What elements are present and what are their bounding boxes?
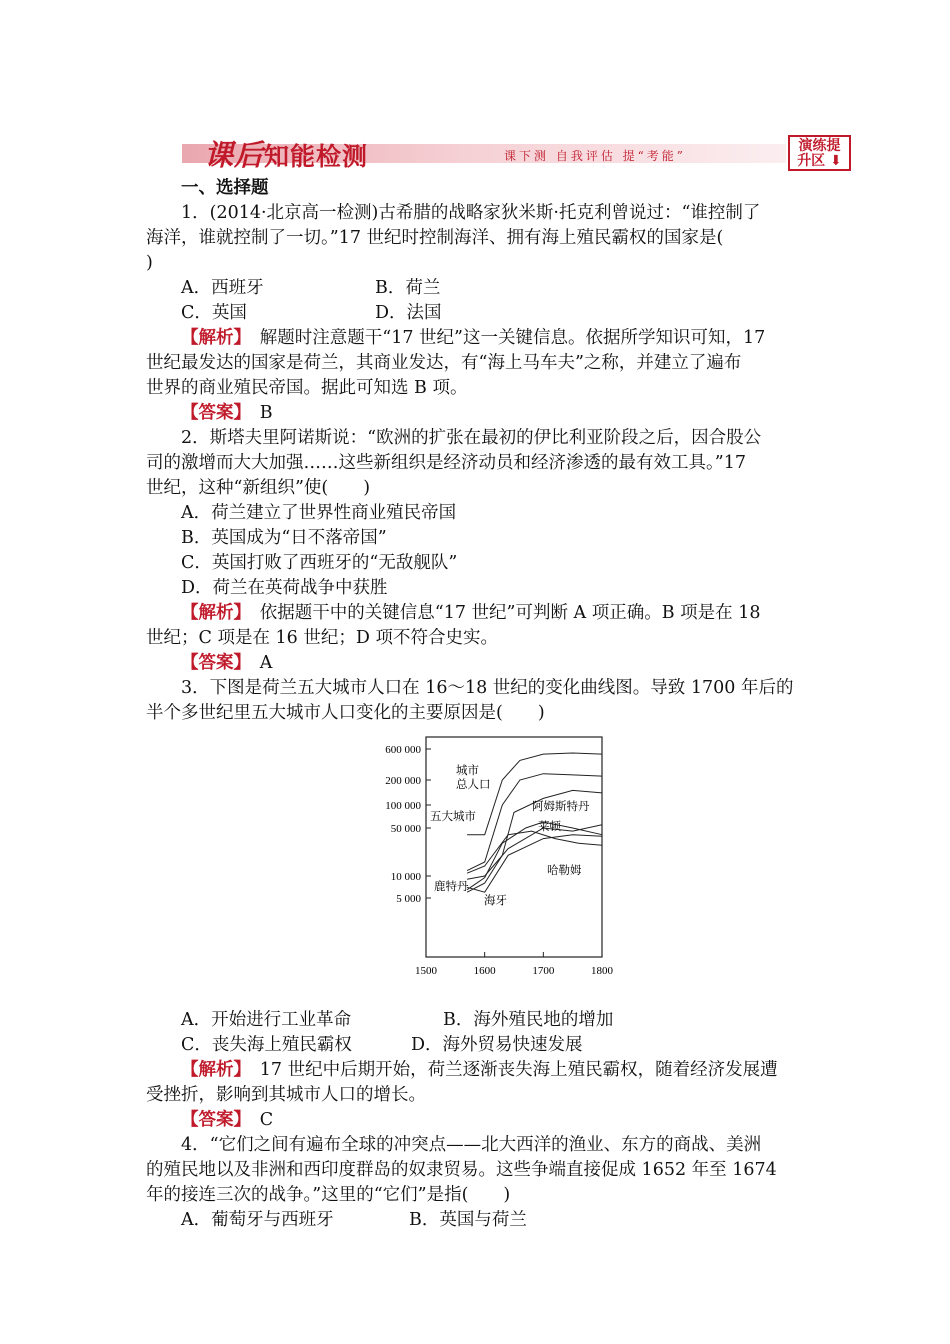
answer-tag: 【答案】 bbox=[181, 1110, 243, 1130]
q2-option-b: B．英国成为“日不落帝国” bbox=[181, 528, 387, 548]
q1-stem-line2: 海洋，谁就控制了一切。”17 世纪时控制海洋、拥有海上殖民霸权的国家是( bbox=[146, 228, 724, 248]
q3-options-row2 bbox=[146, 1033, 810, 1058]
analysis-tag: 【解析】 bbox=[181, 328, 243, 348]
y-tick-label: 10 000 bbox=[390, 871, 421, 883]
q1-option-b: B．荷兰 bbox=[375, 278, 441, 298]
series-label: 海牙 bbox=[484, 895, 507, 907]
q1-option-a: A．西班牙 bbox=[181, 278, 264, 298]
header-title: 课后知能检测 bbox=[204, 138, 369, 172]
q1-analysis-line1: 【解析】 解题时注意题干“17 世纪”这一关键信息。依据所学知识可知，17 bbox=[181, 328, 766, 348]
series-label: 鹿特丹 bbox=[434, 881, 469, 893]
population-chart-svg bbox=[372, 732, 622, 1002]
y-tick-label: 100 000 bbox=[385, 800, 421, 812]
q1-options-row2 bbox=[146, 301, 810, 326]
q4-options-row1 bbox=[146, 1208, 810, 1233]
header-subtitle: 课下测 自我评估 提“考能” bbox=[504, 149, 686, 163]
x-tick-label: 1800 bbox=[591, 965, 613, 977]
q4-stem-line2: 的殖民地以及非洲和西印度群岛的奴隶贸易。这些争端直接促成 1652 年至 1674 bbox=[146, 1160, 777, 1180]
series-label: 总人口 bbox=[456, 779, 491, 791]
q4-option-b: B．英国与荷兰 bbox=[409, 1210, 527, 1230]
analysis-tag: 【解析】 bbox=[181, 603, 243, 623]
answer-tag: 【答案】 bbox=[181, 653, 243, 673]
y-tick-label: 200 000 bbox=[385, 775, 421, 787]
series-label: 阿姆斯特丹 bbox=[532, 801, 590, 813]
q4-stem-line1: 4．“它们之间有遍布全球的冲突点——北大西洋的渔业、东方的商战、美洲 bbox=[181, 1135, 762, 1155]
population-chart bbox=[146, 726, 810, 1008]
q3-option-c: C．丧失海上殖民霸权 bbox=[181, 1035, 352, 1055]
q1-option-c: C．英国 bbox=[181, 303, 247, 323]
y-tick-label: 50 000 bbox=[390, 823, 421, 835]
section-title: 一、选择题 bbox=[181, 178, 269, 198]
y-tick-label: 5 000 bbox=[396, 893, 421, 905]
q1-answer: 【答案】 B bbox=[181, 403, 273, 423]
q1-stem-line1: 1．(2014·北京高一检测)古希腊的战略家狄米斯·托克利曾说过：“谁控制了 bbox=[181, 203, 761, 223]
q2-stem-line2: 司的激增而大大加强……这些新组织是经济动员和经济渗透的最有效工具。”17 bbox=[146, 453, 746, 473]
q3-option-d: D．海外贸易快速发展 bbox=[411, 1035, 583, 1055]
q1-options-row1 bbox=[146, 276, 810, 301]
section-header bbox=[182, 133, 854, 173]
series-line bbox=[467, 753, 602, 835]
q4-option-a: A．葡萄牙与西班牙 bbox=[181, 1210, 334, 1230]
series-label: 哈勒姆 bbox=[547, 865, 582, 877]
q1-analysis-line3: 世界的商业殖民帝国。据此可知选 B 项。 bbox=[146, 378, 468, 398]
q3-analysis-line2: 受挫折，影响到其城市人口的增长。 bbox=[146, 1085, 426, 1105]
q3-analysis-line1: 【解析】 17 世纪中后期开始，荷兰逐渐丧失海上殖民霸权，随着经济发展遭 bbox=[181, 1060, 778, 1080]
q1-analysis-line2: 世纪最发达的国家是荷兰，其商业发达，有“海上马车夫”之称，并建立了遍布 bbox=[146, 353, 742, 373]
x-tick-label: 1500 bbox=[415, 965, 437, 977]
q2-stem-line1: 2．斯塔夫里阿诺斯说：“欧洲的扩张在最初的伊比利亚阶段之后，因合股公 bbox=[181, 428, 762, 448]
q2-option-d: D．荷兰在英荷战争中获胜 bbox=[181, 578, 388, 598]
y-tick-label: 600 000 bbox=[385, 744, 421, 756]
q2-answer: 【答案】 A bbox=[181, 653, 273, 673]
x-tick-label: 1700 bbox=[532, 965, 555, 977]
q4-stem-line3: 年的接连三次的战争。”这里的“它们”是指( ) bbox=[146, 1185, 511, 1205]
q3-stem-line1: 3．下图是荷兰五大城市人口在 16～18 世纪的变化曲线图。导致 1700 年后的 bbox=[181, 678, 794, 698]
series-label: 莱顿 bbox=[538, 821, 561, 833]
answer-tag: 【答案】 bbox=[181, 403, 243, 423]
chart-frame bbox=[426, 737, 602, 957]
q2-option-a: A．荷兰建立了世界性商业殖民帝国 bbox=[181, 503, 457, 523]
q2-analysis-line2: 世纪；C 项是在 16 世纪；D 项不符合史实。 bbox=[146, 628, 498, 648]
q3-answer: 【答案】 C bbox=[181, 1110, 274, 1130]
q2-option-c: C．英国打败了西班牙的“无敌舰队” bbox=[181, 553, 458, 573]
q2-stem-line3: 世纪，这种“新组织”使( ) bbox=[146, 478, 371, 498]
q3-stem-line2: 半个多世纪里五大城市人口变化的主要原因是( ) bbox=[146, 703, 545, 723]
series-label: 五大城市 bbox=[430, 811, 476, 823]
x-tick-label: 1600 bbox=[473, 965, 496, 977]
q3-options-row1 bbox=[146, 1008, 810, 1033]
q2-analysis-line1: 【解析】 依据题干中的关键信息“17 世纪”可判断 A 项正确。B 项是在 18 bbox=[181, 603, 761, 623]
header-badge: 演练提 升区 ⬇ bbox=[788, 135, 851, 171]
document-body bbox=[146, 176, 810, 1233]
q3-option-b: B．海外殖民地的增加 bbox=[443, 1010, 614, 1030]
series-label: 城市 bbox=[456, 765, 479, 777]
q1-stem-line3: ) bbox=[146, 253, 153, 273]
q3-option-a: A．开始进行工业革命 bbox=[181, 1010, 352, 1030]
analysis-tag: 【解析】 bbox=[181, 1060, 243, 1080]
q1-option-d: D．法国 bbox=[375, 303, 442, 323]
